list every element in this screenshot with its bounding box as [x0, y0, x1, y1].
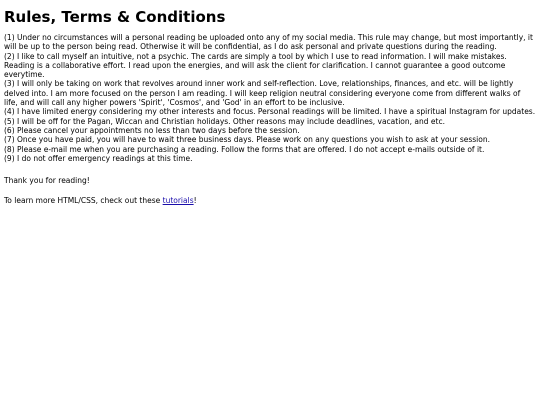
rule-item-6: (6) Please cancel your appointments no less than two days before the session. [4, 125, 300, 135]
learn-more-suffix: ! [193, 196, 197, 206]
learn-more-prefix: To learn more HTML/CSS, check out these [4, 196, 163, 206]
rule-item-2: (2) I like to call myself an intuitive, not a psychic. The cards are simply a tool by which I use to read information. I will make mistakes. Reading is a collaborative effort. I read upon the energies, and will ask the client for clarification. I cannot guarantee a good outcome everytime. [4, 51, 507, 80]
tutorials-link[interactable]: tutorials [162, 196, 194, 206]
rule-item-1: (1) Under no circumstances will a personal reading be uploaded onto any of my social media. This rule may change, but most importantly, it will be up to the person being read. Otherwise it will be confidential, as I do ask personal and private questions during the reading. [4, 33, 533, 52]
thank-you-text: Thank you for reading! [4, 176, 90, 186]
rule-item-3: (3) I will only be taking on work that revolves around inner work and self-reflection. Love, relationships, finances, and etc. will be lightly delved into. I am more focused on the person I am reading. I will keep religion neutral considering everyone come from different walks of life, and will call any higher powers 'Spirit', 'Cosmos', and 'God' in an effort to be inclusive. [4, 79, 521, 108]
learn-more-text [4, 196, 536, 205]
rule-item-9: (9) I do not offer emergency readings at this time. [4, 153, 193, 163]
rule-item-4: (4) I have limited energy considering my other interests and focus. Personal readings will be limited. I have a spiritual Instagram for updates. [4, 107, 536, 117]
page-title: Rules, Terms & Conditions [4, 8, 226, 26]
rule-item-5: (5) I will be off for the Pagan, Wiccan and Christian holidays. Other reasons may include deadlines, vacation, and etc. [4, 116, 445, 126]
rule-item-8: (8) Please e-mail me when you are purchasing a reading. Follow the forms that are offered. I do not accept e-mails outside of it. [4, 144, 485, 154]
rule-item-7: (7) Once you have paid, you will have to wait three business days. Please work on any questions you wish to ask at your session. [4, 135, 490, 145]
rules-list [4, 33, 536, 163]
